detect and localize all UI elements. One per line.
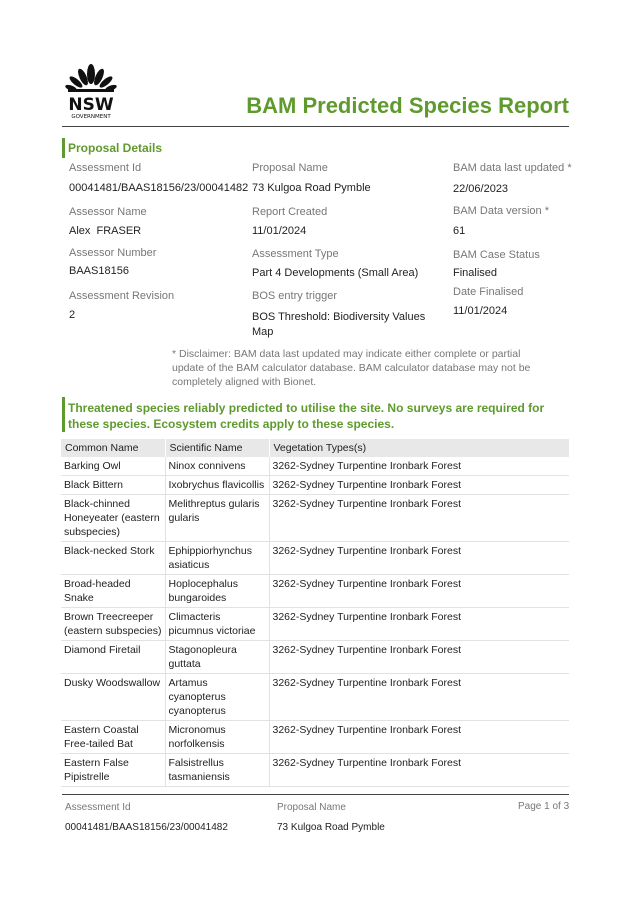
assessment-revision-value: 2 — [69, 309, 76, 321]
assessment-type-label: Assessment Type — [252, 248, 339, 260]
assessor-name-label: Assessor Name — [69, 206, 147, 218]
threatened-species-heading: Threatened species reliably predicted to utilise the site. No surveys are required for these species. Ecosystem credits apply to these species. — [68, 401, 545, 431]
column-header-common-name: Common Name — [61, 439, 165, 457]
species-row — [61, 641, 569, 674]
footer-assessment-id-label: Assessment Id — [65, 802, 131, 813]
species-row — [61, 754, 569, 787]
assessment-id-label: Assessment Id — [69, 162, 142, 174]
common-name-cell: Brown Treecreeper (eastern subspecies) — [61, 608, 165, 641]
scientific-name-cell: Climacteris picumnus victoriae — [165, 608, 269, 641]
scientific-name-cell: Ephippiorhynchus asiaticus — [165, 542, 269, 575]
footer-proposal-name-label: Proposal Name — [277, 802, 346, 813]
assessment-revision-label: Assessment Revision — [69, 290, 175, 302]
scientific-name-cell: Micronomus norfolkensis — [165, 721, 269, 754]
bam-last-updated-value: 22/06/2023 — [453, 183, 509, 195]
species-row — [61, 457, 569, 476]
vegetation-type-cell: 3262-Sydney Turpentine Ironbark Forest — [269, 476, 569, 495]
assessor-name-value: Alex FRASER — [69, 225, 142, 237]
assessor-number-label: Assessor Number — [69, 247, 157, 259]
common-name-cell: Barking Owl — [61, 457, 165, 476]
common-name-cell: Black Bittern — [61, 476, 165, 495]
svg-text:NSW: NSW — [68, 95, 114, 115]
scientific-name-cell: Ninox connivens — [165, 457, 269, 476]
footer-divider — [62, 794, 569, 795]
column-header-scientific-name: Scientific Name — [165, 439, 269, 457]
header-divider — [62, 126, 569, 127]
common-name-cell: Eastern Coastal Free-tailed Bat — [61, 721, 165, 754]
vegetation-type-cell: 3262-Sydney Turpentine Ironbark Forest — [269, 495, 569, 542]
vegetation-type-cell: 3262-Sydney Turpentine Ironbark Forest — [269, 754, 569, 787]
report-created-value: 11/01/2024 — [252, 225, 307, 237]
species-row — [61, 542, 569, 575]
section-accent-bar — [62, 138, 65, 158]
footer-proposal-name-value: 73 Kulgoa Road Pymble — [277, 822, 385, 833]
scientific-name-cell: Melithreptus gularis gularis — [165, 495, 269, 542]
vegetation-type-cell: 3262-Sydney Turpentine Ironbark Forest — [269, 457, 569, 476]
common-name-cell: Black-chinned Honeyeater (eastern subspecies) — [61, 495, 165, 542]
footer-assessment-id-value: 00041481/BAAS18156/23/00041482 — [65, 822, 228, 833]
bam-version-value: 61 — [453, 225, 466, 237]
vegetation-type-cell: 3262-Sydney Turpentine Ironbark Forest — [269, 608, 569, 641]
svg-text:GOVERNMENT: GOVERNMENT — [71, 114, 111, 119]
assessor-number-value: BAAS18156 — [69, 265, 129, 277]
date-finalised-value: 11/01/2024 — [453, 305, 508, 317]
common-name-cell: Broad-headed Snake — [61, 575, 165, 608]
assessment-type-value: Part 4 Developments (Small Area) — [252, 267, 419, 279]
report-title: BAM Predicted Species Report — [246, 93, 569, 118]
species-table — [61, 439, 570, 787]
bam-last-updated-label: BAM data last updated * — [453, 162, 572, 174]
scientific-name-cell: Artamus cyanopterus cyanopterus — [165, 674, 269, 721]
column-header-vegetation-types: Vegetation Types(s) — [269, 439, 569, 457]
common-name-cell: Black-necked Stork — [61, 542, 165, 575]
scientific-name-cell: Hoplocephalus bungaroides — [165, 575, 269, 608]
vegetation-type-cell: 3262-Sydney Turpentine Ironbark Forest — [269, 542, 569, 575]
species-row — [61, 476, 569, 495]
bos-trigger-label: BOS entry trigger — [252, 290, 337, 302]
species-row — [61, 721, 569, 754]
assessment-id-value: 00041481/BAAS18156/23/00041482 — [69, 182, 249, 194]
vegetation-type-cell: 3262-Sydney Turpentine Ironbark Forest — [269, 575, 569, 608]
vegetation-type-cell: 3262-Sydney Turpentine Ironbark Forest — [269, 721, 569, 754]
case-status-label: BAM Case Status — [453, 249, 540, 261]
common-name-cell: Diamond Firetail — [61, 641, 165, 674]
report-created-label: Report Created — [252, 206, 328, 218]
bos-trigger-value: BOS Threshold: Biodiversity Values Map — [252, 311, 426, 338]
species-row — [61, 608, 569, 641]
bam-version-label: BAM Data version * — [453, 205, 549, 217]
common-name-cell: Eastern False Pipistrelle — [61, 754, 165, 787]
vegetation-type-cell: 3262-Sydney Turpentine Ironbark Forest — [269, 674, 569, 721]
bam-disclaimer: * Disclaimer: BAM data last updated may indicate either complete or partial update of the BAM calculator database. BAM calculator database may not be completely aligned with Bionet. — [172, 348, 531, 388]
proposal-name-label: Proposal Name — [252, 162, 328, 174]
species-table-header — [61, 439, 569, 457]
threatened-accent-bar — [62, 397, 65, 432]
vegetation-type-cell: 3262-Sydney Turpentine Ironbark Forest — [269, 641, 569, 674]
nsw-government-logo — [63, 61, 119, 119]
common-name-cell: Dusky Woodswallow — [61, 674, 165, 721]
species-row — [61, 674, 569, 721]
case-status-value: Finalised — [453, 267, 498, 279]
date-finalised-label: Date Finalised — [453, 286, 524, 298]
scientific-name-cell: Falsistrellus tasmaniensis — [165, 754, 269, 787]
proposal-details-heading: Proposal Details — [68, 141, 163, 155]
scientific-name-cell: Stagonopleura guttata — [165, 641, 269, 674]
species-row — [61, 575, 569, 608]
scientific-name-cell: Ixobrychus flavicollis — [165, 476, 269, 495]
species-row — [61, 495, 569, 542]
proposal-name-value: 73 Kulgoa Road Pymble — [252, 182, 371, 194]
page-number: Page 1 of 3 — [518, 801, 570, 812]
